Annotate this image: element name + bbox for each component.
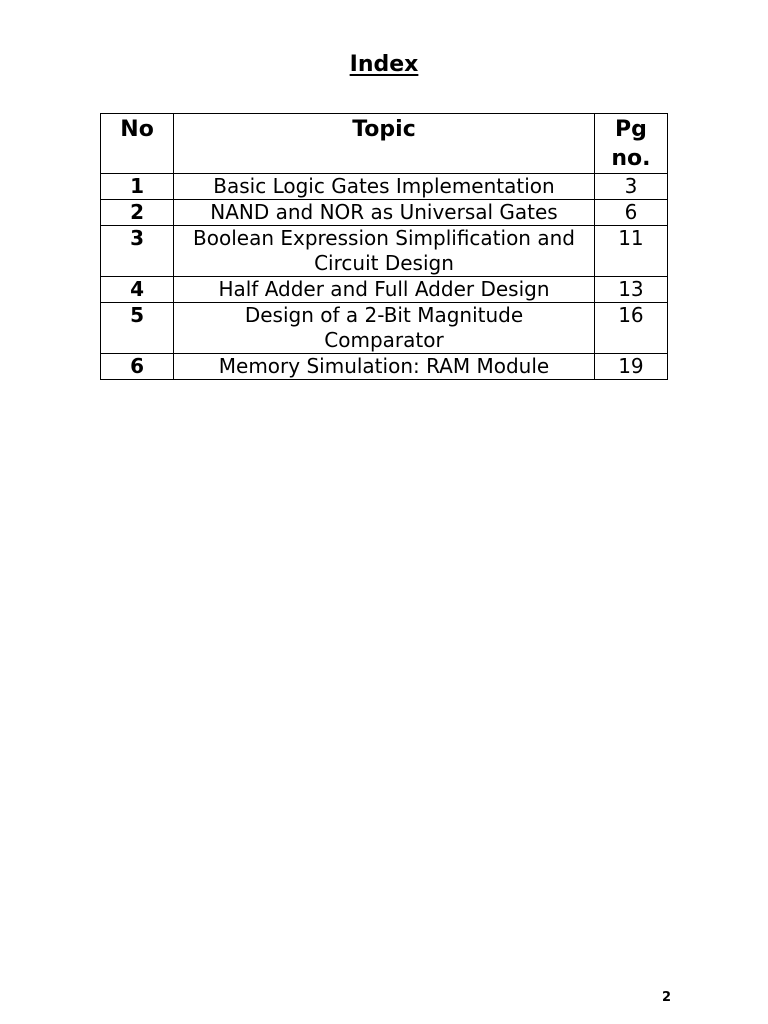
row-number: 5	[101, 303, 174, 354]
table-row	[101, 200, 668, 226]
table-row	[101, 277, 668, 303]
row-number: 4	[101, 277, 174, 303]
row-page: 6	[594, 200, 667, 226]
table-row	[101, 303, 668, 354]
row-page: 11	[594, 226, 667, 277]
page-title: Index	[349, 52, 419, 77]
table-row	[101, 354, 668, 380]
table-header-row	[101, 114, 668, 174]
row-number: 3	[101, 226, 174, 277]
row-page: 3	[594, 174, 667, 200]
row-topic: NAND and NOR as Universal Gates	[174, 200, 595, 226]
header-no: No	[101, 114, 174, 174]
row-topic: Half Adder and Full Adder Design	[174, 277, 595, 303]
row-page: 19	[594, 354, 667, 380]
table-row	[101, 226, 668, 277]
index-table	[100, 113, 668, 380]
row-topic: Memory Simulation: RAM Module	[174, 354, 595, 380]
row-page: 13	[594, 277, 667, 303]
row-topic: Basic Logic Gates Implementation	[174, 174, 595, 200]
page-number: 2	[662, 990, 672, 1005]
header-page-number: Pg no.	[594, 114, 667, 174]
row-number: 1	[101, 174, 174, 200]
header-topic: Topic	[174, 114, 595, 174]
row-number: 2	[101, 200, 174, 226]
row-number: 6	[101, 354, 174, 380]
table-row	[101, 174, 668, 200]
row-topic: Boolean Expression Simplification and Circuit Design	[174, 226, 595, 277]
row-topic: Design of a 2-Bit Magnitude Comparator	[174, 303, 595, 354]
row-page: 16	[594, 303, 667, 354]
